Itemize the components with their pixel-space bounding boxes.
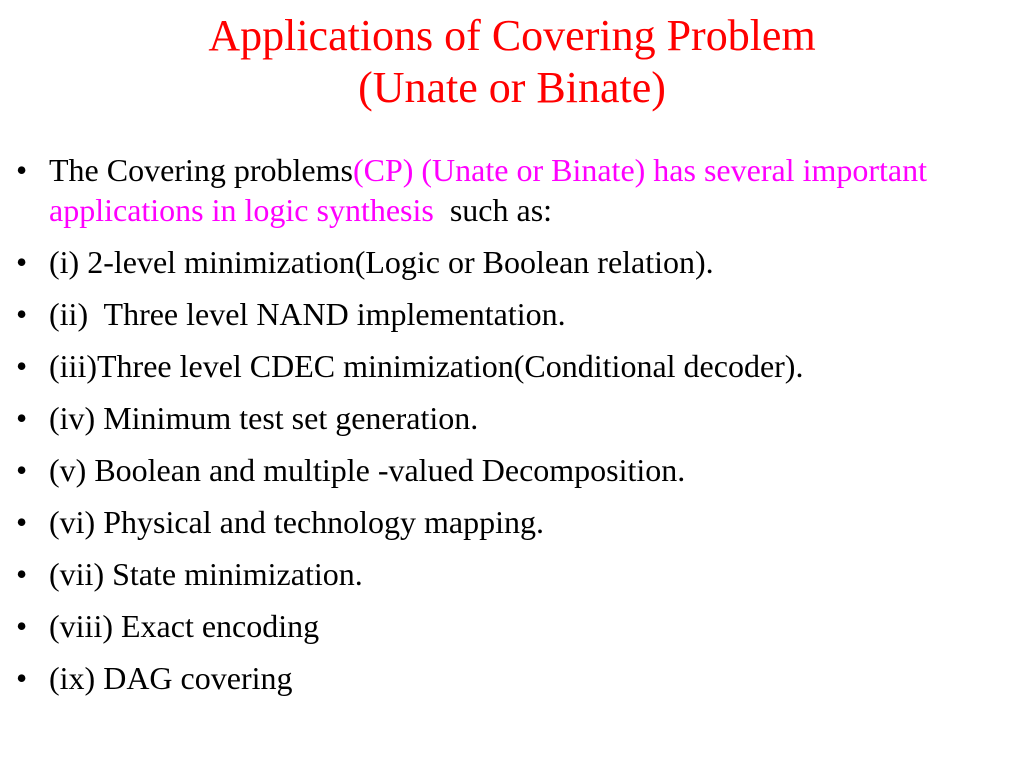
bullet-intro (16, 150, 1016, 230)
slide-title (0, 10, 1024, 114)
intro-highlight: (CP) (Unate or Binate) has several important applications in logic synthesis (49, 152, 927, 228)
bullet-item-1: • (i) 2-level minimization(Logic or Boolean relation). (16, 242, 1016, 282)
bullet-item-5: • (v) Boolean and multiple -valued Decomposition. (16, 450, 1016, 490)
intro-lead: The Covering problems (49, 152, 353, 188)
title-line-1: Applications of Covering Problem (208, 11, 816, 60)
bullet-item-7: • (vii) State minimization. (16, 554, 1016, 594)
bullet-item-6: • (vi) Physical and technology mapping. (16, 502, 1016, 542)
bullet-item-8: • (viii) Exact encoding (16, 606, 1016, 646)
bullet-item-4: • (iv) Minimum test set generation. (16, 398, 1016, 438)
bullet-list (16, 150, 1016, 710)
bullet-item-2: • (ii) Three level NAND implementation. (16, 294, 1016, 334)
intro-tail: such as: (433, 192, 553, 228)
bullet-item-9: • (ix) DAG covering (16, 658, 1016, 698)
bullet-item-3: • (iii)Three level CDEC minimization(Conditional decoder). (16, 346, 1016, 386)
title-line-2: (Unate or Binate) (358, 63, 666, 112)
